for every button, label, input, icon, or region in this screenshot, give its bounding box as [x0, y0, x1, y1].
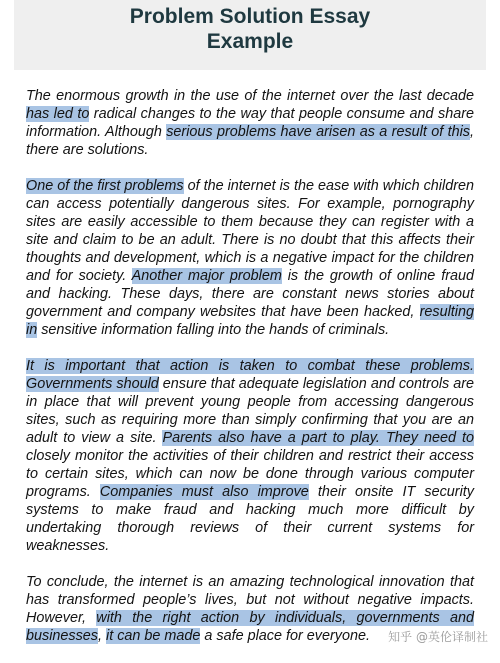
- title-line-1: Problem Solution Essay: [129, 5, 371, 28]
- page-title: [14, 4, 486, 54]
- highlighted-phrase: Parents also have a part to play. They need to: [162, 430, 474, 446]
- essay-text: their onsite IT security systems to make fraud and hacking much more difficult by undertaking thorough reviews of their current systems for weaknesses.: [26, 484, 474, 554]
- highlighted-phrase: has led to: [26, 106, 90, 122]
- watermark: 知乎 @英伦译制社: [388, 630, 488, 644]
- essay-text: The enormous growth in the use of the internet over the last decade: [26, 88, 474, 104]
- highlighted-phrase: it can be made: [106, 628, 201, 644]
- essay-text: radical changes to the way that people consume and share information. Although: [26, 106, 475, 140]
- highlighted-phrase: with the right action by individuals, governments and businesses: [26, 610, 474, 644]
- essay-text: ensure that adequate legislation and controls are in place that will prevent young people from accessing dangerous sites, such as requiring more than simply confirming that you are an adult to view a site.: [26, 376, 475, 446]
- essay-paragraph-4: [26, 573, 474, 645]
- highlighted-phrase: It is important that action is taken to combat these problems. Governments should: [26, 358, 474, 392]
- highlighted-phrase: resulting in: [26, 304, 474, 338]
- essay-text: To conclude, the internet is an amazing technological innovation that has transformed people’s lives, but not without negative impacts. However,: [26, 574, 474, 626]
- title-line-2: Example: [206, 30, 294, 53]
- essay-text: sensitive information falling into the hands of criminals.: [37, 322, 390, 338]
- essay-paragraph-2: [26, 177, 474, 339]
- essay-paragraph-1: [26, 87, 474, 159]
- highlighted-phrase: One of the first problems: [26, 178, 184, 194]
- essay-text: , there are solutions.: [26, 124, 474, 158]
- highlighted-phrase: Companies must also improve: [99, 484, 309, 500]
- essay-text: of the internet is the ease with which children can access potentially dangerous sites. For example, pornography sites are easily accessible to them because they can register with a site and claim to be an adult. There is no doubt that this affects their thoughts and development, which is a negative impact for the children and for society.: [26, 178, 474, 284]
- essay-body: [26, 87, 474, 663]
- essay-paragraph-3: [26, 357, 474, 555]
- highlighted-phrase: Another major problem: [131, 268, 282, 284]
- essay-text: closely monitor the activities of their children and restrict their access to certain sites, which can now be done through various computer programs.: [26, 448, 474, 500]
- essay-text: is the growth of online fraud and hacking. These days, there are constant news stories about government and company websites that have been hacked,: [26, 268, 475, 320]
- highlighted-phrase: serious problems have arisen as a result of this: [166, 124, 470, 140]
- essay-text: a safe place for everyone.: [200, 628, 370, 644]
- essay-text: ,: [98, 628, 106, 644]
